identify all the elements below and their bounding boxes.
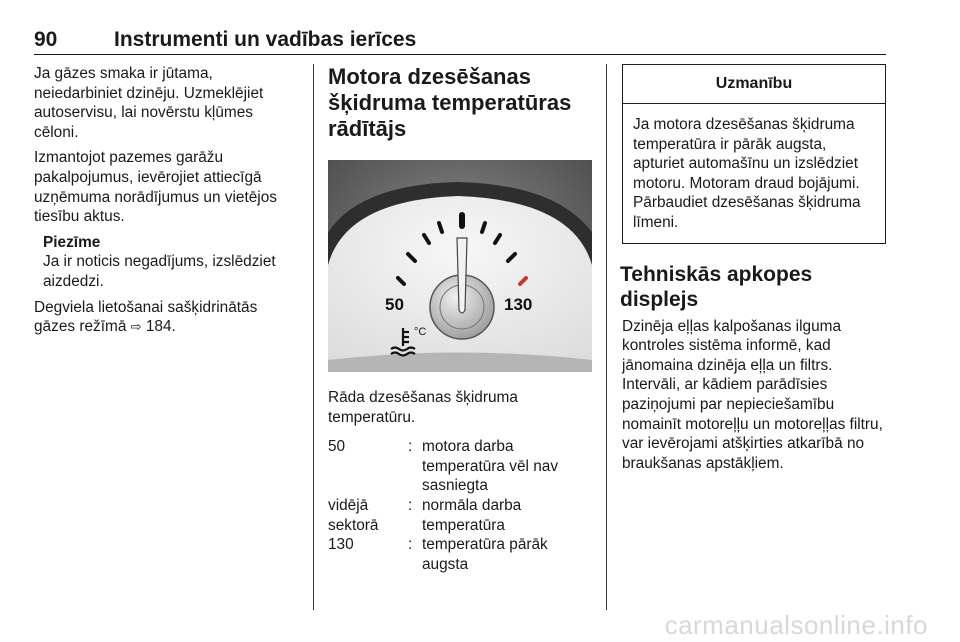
page-header [34,28,886,55]
note-title: Piezīme [43,233,101,251]
watermark: carmanualsonline.info [664,610,928,640]
definition-list [328,437,592,574]
coolant-gauge-figure [328,160,592,372]
page-number: 90 [34,28,58,51]
warning-box [622,64,886,244]
gauge-label-low: 50 [385,295,404,314]
definition-row [328,535,592,574]
paragraph-garage: Izmantojot pazemes garāžu pakalpojumus, ievērojiet attiecīgā uzņēmuma norādījumus un vietējos tiesību aktus. [34,149,277,226]
section-heading-coolant: Motora dzesēšanas šķidruma temperatūras rādītājs [328,64,572,141]
note-text: Ja ir noticis negadījums, izslēdziet aizdedzi. [43,253,276,290]
page-title: Instrumenti un vadības ierīces [114,28,417,51]
paragraph-gas-smell: Ja gāzes smaka ir jūtama, neiedarbiniet dzinēju. Uzmeklējiet autoservisu, lai novērstu kļūmes cēloni. [34,65,264,141]
figure-caption: Rāda dzesēšanas šķidruma temperatūru. [328,389,518,426]
column-middle [328,64,592,574]
definition-term: 130 [328,536,354,554]
definition-description: motora darba temperatūra vēl nav sasniegta [422,438,559,495]
paragraph-service-display: Dzinēja eļļas kalpošanas ilguma kontroles sistēma informē, kad jānomaina dzinēja eļļa un filtrs. Intervāli, ar kādiem parādīsies paziņojumi par nepieciešamību nomainīt motoreļļu un motoreļļas filtru, var ievērojami atšķirties atkarībā no braukšanas apstākļiem. [622,317,883,472]
definition-row [328,496,592,535]
gauge-label-high: 130 [504,295,533,314]
gauge-unit: °C [414,326,427,338]
warning-title: Uzmanību [623,65,885,104]
definition-term: 50 [328,438,346,456]
definition-row [328,437,592,496]
definition-description: normāla darba temperatūra [422,496,522,534]
page-reference-link[interactable]: 184. [145,318,176,336]
arrow-ref-icon: ⇨ [130,319,142,335]
definition-description: temperatūra pārāk augsta [422,536,548,573]
definition-separator: : [408,496,413,514]
warning-text: Ja motora dzesēšanas šķidruma temperatūra ir pārāk augsta, apturiet automašīnu un izslēdziet motoru. Motoram draud bojājumi. Pārbaudiet dzesēšanas šķidruma līmeni. [633,116,861,231]
section-heading-service-display: Tehniskās apkopes displejs [620,262,813,311]
column-left [34,64,296,343]
fuel-text: Degviela lietošanai sašķidrinātās gāzes režīmā [34,298,258,336]
paragraph-fuel [34,298,296,337]
column-divider-1 [313,64,314,610]
coolant-gauge-illustration [328,160,592,372]
definition-term: vidējā sektorā [328,496,379,534]
column-right [622,64,888,479]
definition-separator: : [408,438,413,456]
column-divider-2 [606,64,607,610]
definition-separator: : [408,536,413,554]
